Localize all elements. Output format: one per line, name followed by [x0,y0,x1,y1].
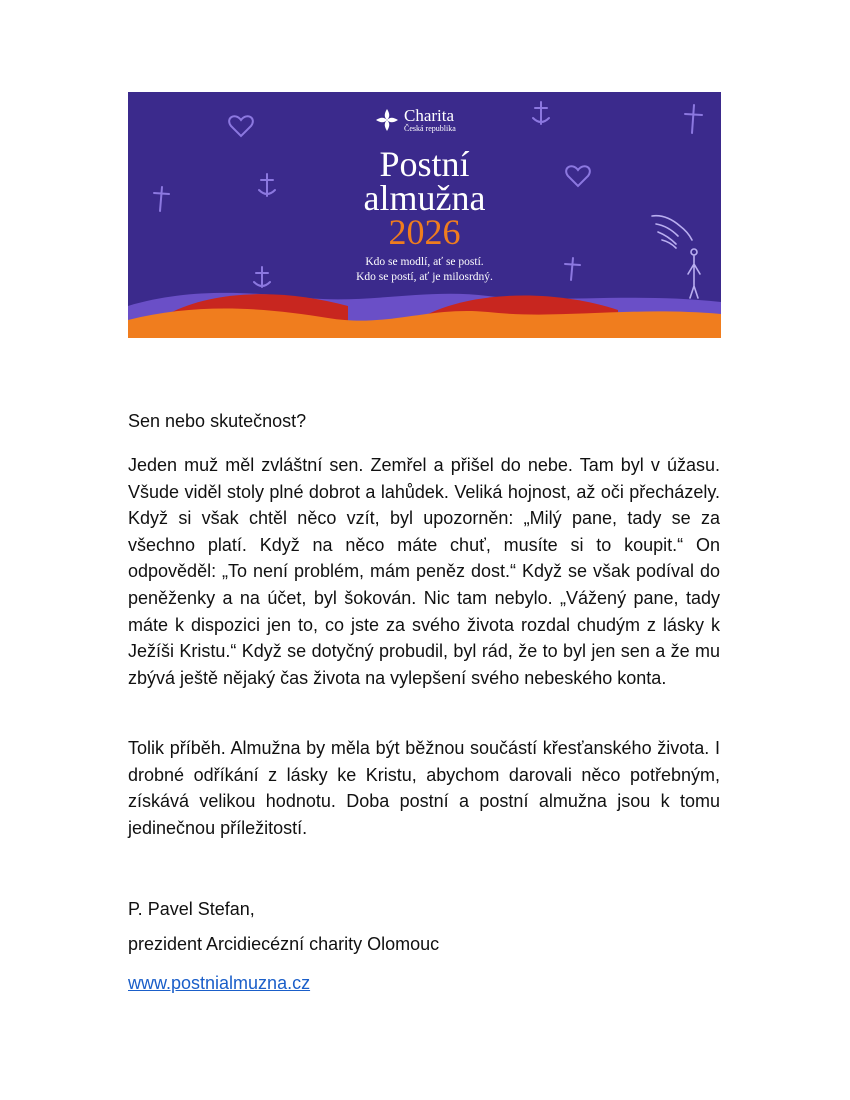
heading: Sen nebo skutečnost? [128,411,307,431]
campaign-banner [128,92,721,338]
banner-title-line1: Postní [379,144,470,184]
logo-subtitle: Česká republika [404,124,456,133]
banner-subtitle-line1: Kdo se modlí, ať se postí. [365,256,484,268]
banner-subtitle-line2: Kdo se postí, ať je milosrdný. [356,271,493,283]
signature-name: P. Pavel Stefan, [128,899,255,919]
paragraph-story: Jeden muž měl zvláštní sen. Zemřel a přišel do nebe. Tam byl v úžasu. Všude viděl stoly plné dobrot a lahůdek. Veliká hojnost, až oči přecházely. Když si však chtěl něco vzít, byl upozorněn: „Milý pane, tady se za všechno platí. Když na něco máte chuť, musíte si to koupit.“ On odpověděl: „To není problém, mám peněz dost.“ Když se však podíval do peněženky a na účet, byl šokován. Nic tam nebylo. „Vážený pane, tady máte k dispozici jen to, co jste za svého života rozdal chudým z lásky k Ježíši Kristu.“ Když se dotyčný probudil, byl rád, že to byl jen sen a že mu zbývá ještě nějaký čas života na vylepšení svého nebeského konta. [128,455,720,688]
website-link-line [128,970,720,997]
signature-role: prezident Arcidiecézní charity Olomouc [128,934,440,954]
banner-year: 2026 [388,212,461,252]
paragraph-reflection: Tolik příběh. Almužna by měla být běžnou součástí křesťanského života. I drobné odříkání z lásky ke Kristu, abychom darovali něco potřebným, získává velikou hodnotu. Doba postní a postní almužna jsou k tomu jedinečnou příležitostí. [128,738,720,838]
website-link[interactable]: www.postnialmuzna.cz [128,973,311,993]
logo-name: Charita [404,106,455,125]
charita-logo [374,107,456,133]
banner-subtitle [128,255,721,285]
banner-title-line2: almužna [363,178,486,218]
charita-cross-icon [374,107,400,133]
